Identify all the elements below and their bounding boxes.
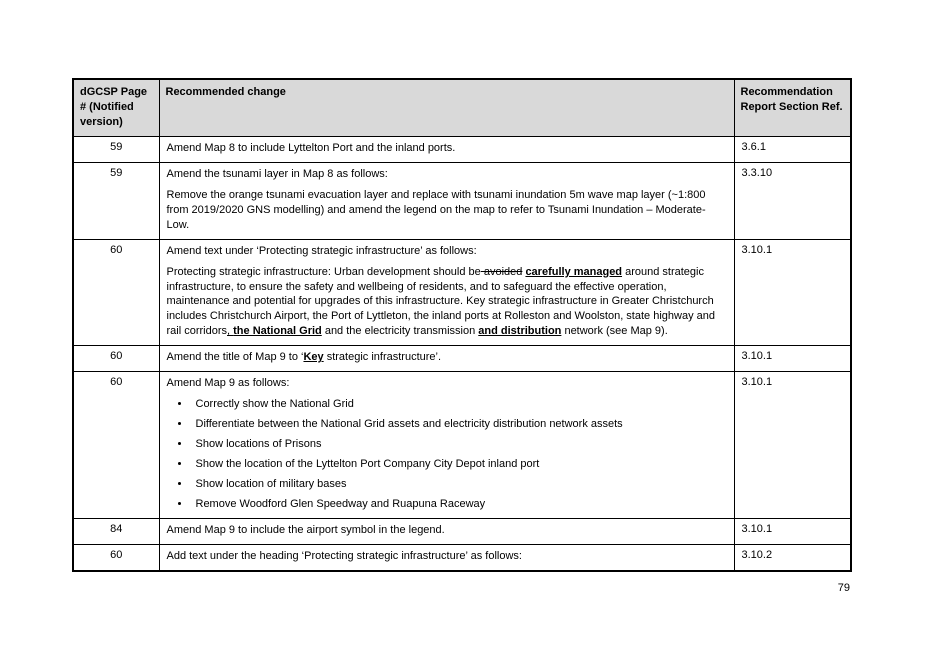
page-number-cell: 84 bbox=[73, 518, 159, 544]
bullet-item bbox=[191, 477, 727, 492]
table-row bbox=[73, 346, 851, 372]
table-header bbox=[73, 79, 851, 136]
section-ref-cell: 3.10.1 bbox=[734, 518, 851, 544]
section-ref-cell: 3.10.1 bbox=[734, 346, 851, 372]
text-run: Add text under the heading ‘Protecting strategic infrastructure’ as follows: bbox=[166, 549, 522, 562]
recommended-changes-table bbox=[72, 78, 852, 572]
page-number-cell: 59 bbox=[73, 136, 159, 162]
text-run: and distribution bbox=[478, 325, 562, 338]
page-number-cell: 60 bbox=[73, 346, 159, 372]
change-paragraph bbox=[167, 244, 727, 259]
table-row bbox=[73, 239, 851, 346]
page-number-cell: 60 bbox=[73, 544, 159, 570]
header-row bbox=[73, 79, 851, 136]
header-page-number: dGCSP Page # (Notified version) bbox=[73, 79, 159, 136]
table-row bbox=[73, 162, 851, 239]
text-run: around strategic infrastructure, to ensure the safety and wellbeing of residents, and to safeguard the effective operation, maintenance and potential for upgrades of this infrastructure. Key strategic infrastructure in Greater Christchurch includes Christchurch Airport, the Port of Lyttleton, the inland ports at Rolleston and Woolston, state highway and rail corridors bbox=[166, 265, 715, 338]
bullet-item bbox=[191, 417, 727, 432]
text-run: Remove the orange tsunami evacuation layer and replace with tsunami inundation 5m wave map layer (~1:800 from 2019/2020 GNS modelling) and amend the legend on the map to refer to Tsunami Inundation – Moderate-Low. bbox=[166, 188, 706, 231]
table-row bbox=[73, 136, 851, 162]
change-paragraph bbox=[167, 549, 727, 564]
bullet-item bbox=[191, 457, 727, 472]
recommended-change-cell bbox=[159, 239, 734, 346]
text-run: Differentiate between the National Grid assets and electricity distribution network assets bbox=[195, 418, 623, 431]
text-run: Amend text under ‘Protecting strategic infrastructure’ as follows: bbox=[166, 244, 477, 257]
text-run: Amend Map 9 to include the airport symbol in the legend. bbox=[166, 523, 445, 536]
footer-page-number: 79 bbox=[837, 582, 850, 594]
section-ref-cell: 3.10.2 bbox=[734, 544, 851, 570]
text-run: network (see Map 9). bbox=[561, 325, 668, 338]
page-number-cell: 59 bbox=[73, 162, 159, 239]
text-run: Key bbox=[303, 351, 324, 364]
change-paragraph bbox=[167, 376, 727, 391]
text-run: Amend the title of Map 9 to ‘ bbox=[166, 351, 304, 364]
change-paragraph bbox=[167, 167, 727, 182]
change-paragraph bbox=[167, 523, 727, 538]
text-run: Remove Woodford Glen Speedway and Ruapuna Raceway bbox=[195, 498, 486, 511]
section-ref-cell: 3.10.1 bbox=[734, 372, 851, 519]
page-number-cell: 60 bbox=[73, 372, 159, 519]
change-paragraph bbox=[167, 141, 727, 156]
text-run: Show locations of Prisons bbox=[195, 438, 322, 451]
change-paragraph bbox=[167, 265, 727, 340]
section-ref-cell: 3.6.1 bbox=[734, 136, 851, 162]
header-recommended-change: Recommended change bbox=[159, 79, 734, 136]
change-paragraph bbox=[167, 188, 727, 233]
text-run: avoided bbox=[480, 265, 523, 278]
recommended-change-cell bbox=[159, 518, 734, 544]
text-run: the National Grid bbox=[233, 325, 322, 338]
bullet-item bbox=[191, 497, 727, 512]
table-row bbox=[73, 518, 851, 544]
page-number-cell: 60 bbox=[73, 239, 159, 346]
text-run: Amend Map 9 as follows: bbox=[166, 377, 290, 390]
text-run: carefully managed bbox=[525, 265, 623, 278]
text-run: strategic infrastructure’. bbox=[323, 351, 442, 364]
table-row bbox=[73, 544, 851, 570]
recommended-change-cell bbox=[159, 372, 734, 519]
recommended-change-cell bbox=[159, 136, 734, 162]
bullet-list bbox=[167, 397, 727, 512]
table-row bbox=[73, 372, 851, 519]
section-ref-cell: 3.3.10 bbox=[734, 162, 851, 239]
text-run: , bbox=[227, 325, 234, 338]
section-ref-cell: 3.10.1 bbox=[734, 239, 851, 346]
text-run: Protecting strategic infrastructure: Urban development should be bbox=[166, 265, 481, 278]
recommended-change-cell bbox=[159, 346, 734, 372]
recommended-change-cell bbox=[159, 544, 734, 570]
bullet-item bbox=[191, 397, 727, 412]
text-run: Amend the tsunami layer in Map 8 as follows: bbox=[166, 167, 388, 180]
text-run: Show the location of the Lyttelton Port Company City Depot inland port bbox=[195, 458, 540, 471]
header-section-ref: Recommendation Report Section Ref. bbox=[734, 79, 851, 136]
change-paragraph bbox=[167, 350, 727, 365]
table-body bbox=[73, 136, 851, 571]
recommended-change-cell bbox=[159, 162, 734, 239]
text-run: Correctly show the National Grid bbox=[195, 398, 354, 411]
bullet-item bbox=[191, 437, 727, 452]
text-run: Show location of military bases bbox=[195, 478, 347, 491]
text-run: and the electricity transmission bbox=[321, 325, 479, 338]
text-run: Amend Map 8 to include Lyttelton Port and the inland ports. bbox=[166, 141, 456, 154]
